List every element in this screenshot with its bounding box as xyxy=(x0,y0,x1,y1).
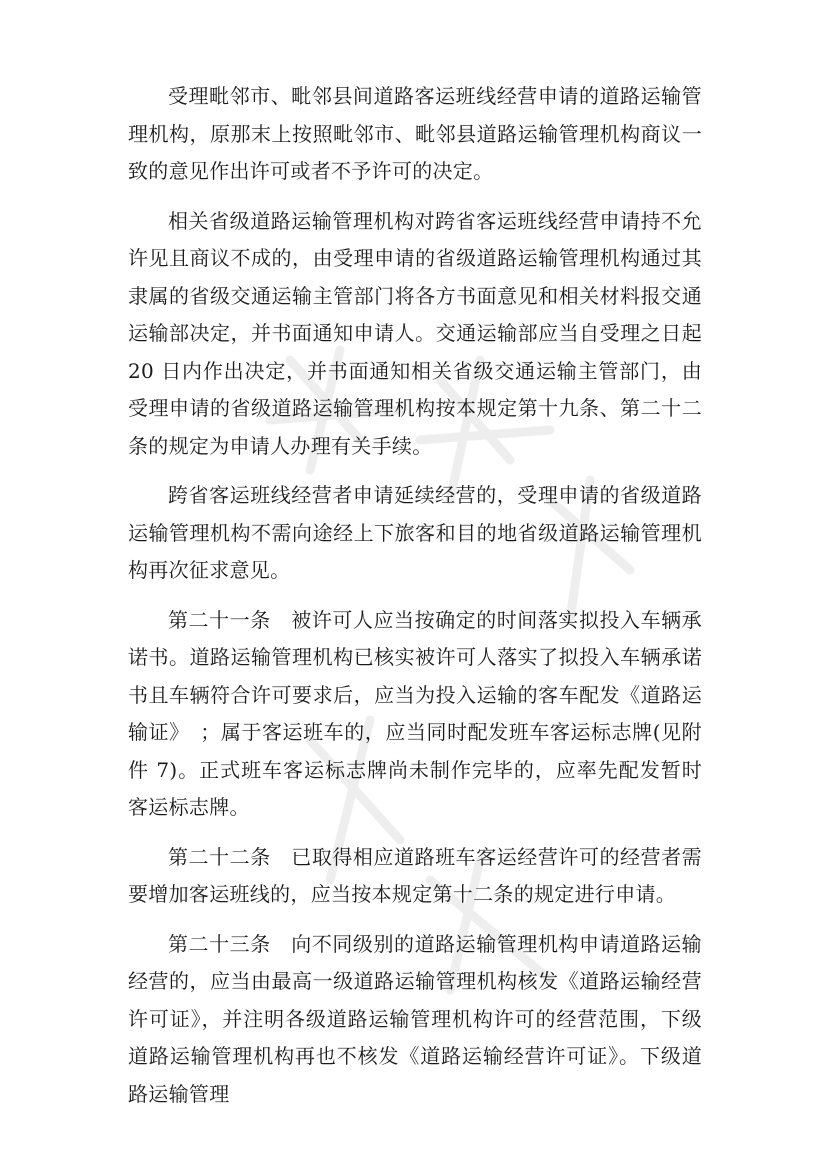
paragraph-article-22: 第二十二条 已取得相应道路班车客运经营许可的经营者需要增加客运班线的，应当按本规定第十二条的规定进行申请。 xyxy=(128,844,702,906)
paragraph-article-23: 第二十三条 向不同级别的道路运输管理机构申请道路运输经营的，应当由最高一级道路运输管理机构核发《道路运输经营许可证》，并注明各级道路运输管理机构许可的经营范围，下级道路运输管理机构再也不核发《道路运输经营许可证》。下级道路运输管理 xyxy=(128,931,702,1106)
paragraph-article-21: 第二十一条 被许可人应当按确定的时间落实拟投入车辆承诺书。道路运输管理机构已核实被许可人落实了拟投入车辆承诺书且车辆符合许可要求后，应当为投入运输的客车配发《道路运输证》 ；属于客运班车的，应当同时配发班车客运标志牌(见附件 7)。正式班车客运标志牌尚未制作完毕的，应率先配发暂时客运标志牌。 xyxy=(128,607,702,819)
paragraph-2: 相关省级道路运输管理机构对跨省客运班线经营申请持不允许见且商议不成的，由受理申请的省级道路运输管理机构通过其隶属的省级交通运输主管部门将各方书面意见和相关材料报交通运输部决定，并书面通知申请人。交通运输部应当自受理之日起 20 日内作出决定，并书面通知相关省级交通运输主管部门，由受理申请的省级道路运输管理机构按本规定第十九条、第二十二条的规定为申请人办理有关手续。 xyxy=(128,208,702,458)
document-body xyxy=(128,78,702,1125)
paragraph-1: 受理毗邻市、毗邻县间道路客运班线经营申请的道路运输管理机构，原那末上按照毗邻市、毗邻县道路运输管理机构商议一致的意见作出许可或者不予许可的决定。 xyxy=(128,84,702,183)
paragraph-3: 跨省客运班线经营者申请延续经营的，受理申请的省级道路运输管理机构不需向途经上下旅客和目的地省级道路运输管理机构再次征求意见。 xyxy=(128,483,702,582)
